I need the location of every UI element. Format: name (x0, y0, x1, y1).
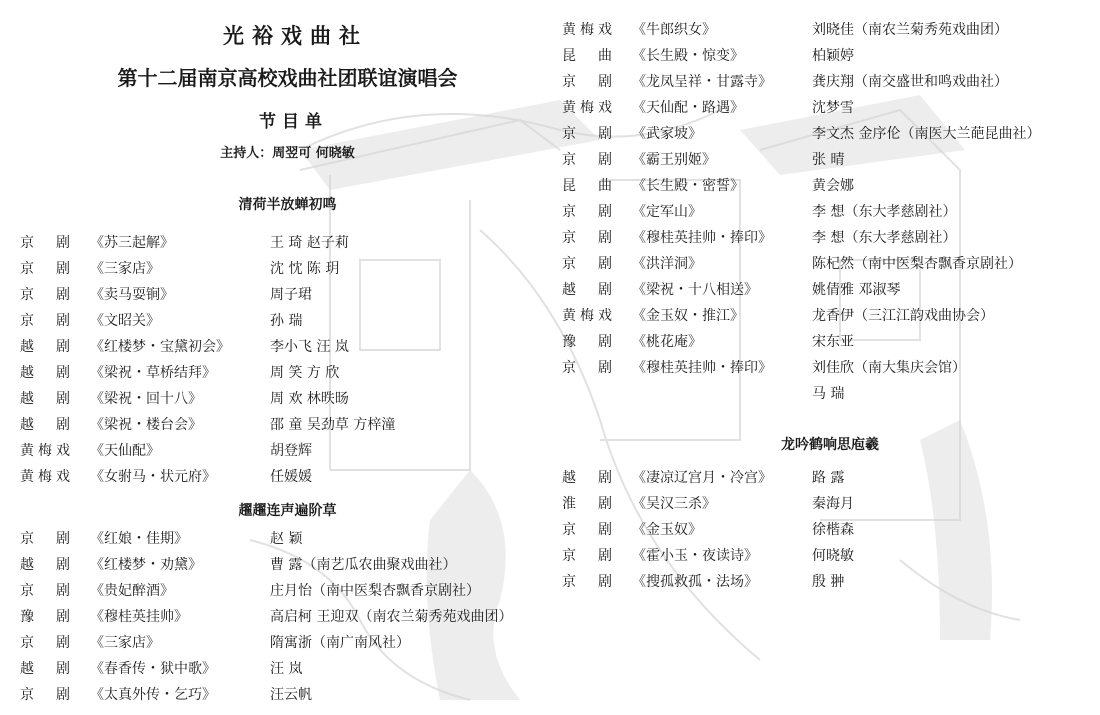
program-genre: 黄梅戏 (562, 100, 612, 116)
program-genre: 越剧 (20, 365, 70, 381)
program-genre: 京剧 (562, 548, 612, 564)
program-performer: 殷 翀 (812, 574, 845, 590)
section-title-2: 趯趯连声遍阶草 (238, 503, 337, 519)
program-genre: 京剧 (562, 204, 612, 220)
program-title: 《太真外传・乞巧》 (90, 687, 216, 703)
program-performer: 周子珺 (270, 287, 312, 303)
program-genre: 黄梅戏 (562, 308, 612, 324)
program-performer: 李小飞 汪 岚 (270, 339, 349, 355)
program-genre: 京剧 (562, 126, 612, 142)
program-genre: 黄梅戏 (20, 443, 70, 459)
program-title: 《女驸马・状元府》 (90, 469, 216, 485)
program-performer: 张 晴 (812, 152, 845, 168)
program-title: 《霍小玉・夜读诗》 (632, 548, 758, 564)
program-performer: 刘晓佳（南农兰菊秀苑戏曲团） (812, 22, 1008, 38)
program-genre: 越剧 (20, 557, 70, 573)
program-genre: 豫剧 (562, 334, 612, 350)
program-title: 《龙凤呈祥・甘露寺》 (632, 74, 772, 90)
program-performer: 庄月怡（南中医梨杏飘香京剧社） (270, 583, 480, 599)
program-performer: 柏颖婷 (812, 48, 854, 64)
program-title: 《苏三起解》 (90, 235, 174, 251)
program-performer: 曹 露（南艺瓜农曲聚戏曲社） (270, 557, 457, 573)
program-performer: 黄会娜 (812, 178, 854, 194)
program-performer: 何晓敏 (812, 548, 854, 564)
program-title: 《搜孤救孤・法场》 (632, 574, 758, 590)
program-title: 节目单 (259, 112, 328, 132)
program-genre: 京剧 (562, 574, 612, 590)
event-title: 第十二届南京高校戏曲社团联谊演唱会 (117, 66, 458, 90)
program-performer: 宋东亚 (812, 334, 854, 350)
program-title: 《红娘・佳期》 (90, 531, 188, 547)
program-title: 《凄凉辽宫月・冷宫》 (632, 470, 772, 486)
program-title: 《梁祝・草桥结拜》 (90, 365, 216, 381)
program-genre: 越剧 (20, 661, 70, 677)
program-title: 《长生殿・惊变》 (632, 48, 744, 64)
program-genre: 京剧 (562, 522, 612, 538)
program-performer: 赵 颖 (270, 531, 303, 547)
program-performer: 周 欢 林昳旸 (270, 391, 349, 407)
program-title: 《文昭关》 (90, 313, 160, 329)
program-genre: 京剧 (20, 235, 70, 251)
program-title: 《桃花庵》 (632, 334, 702, 350)
program-title: 《梁祝・十八相送》 (632, 282, 758, 298)
program-title: 《金玉奴・推江》 (632, 308, 744, 324)
program-performer: 徐楷森 (812, 522, 854, 538)
hosts-line: 主持人：周翌可 何晓敏 (220, 146, 355, 161)
program-genre: 越剧 (20, 417, 70, 433)
program-genre: 黄梅戏 (562, 22, 612, 38)
program-genre: 京剧 (562, 360, 612, 376)
program-performer: 沈梦雪 (812, 100, 854, 116)
program-genre: 京剧 (20, 313, 70, 329)
program-performer: 龙香伊（三江江韵戏曲协会） (812, 308, 994, 324)
program-genre: 黄梅戏 (20, 469, 70, 485)
program-performer: 龚庆翔（南交盛世和鸣戏曲社） (812, 74, 1008, 90)
program-performer: 刘佳欣（南大集庆会馆） (812, 360, 966, 376)
program-title: 《三家店》 (90, 261, 160, 277)
program-genre: 越剧 (562, 282, 612, 298)
program-title: 《红楼梦・宝黛初会》 (90, 339, 230, 355)
program-genre: 京剧 (562, 230, 612, 246)
program-genre: 豫剧 (20, 609, 70, 625)
program-genre: 昆曲 (562, 178, 612, 194)
program-genre: 京剧 (20, 635, 70, 651)
program-performer: 路 露 (812, 470, 845, 486)
section-title-3: 龙吟鹤响思庖羲 (781, 437, 879, 453)
program-title: 《梁祝・楼台会》 (90, 417, 202, 433)
program-performer: 李 想（东大孝慈剧社） (812, 230, 957, 246)
program-performer: 隋寓浙（南广南风社） (270, 635, 410, 651)
program-genre: 越剧 (562, 470, 612, 486)
program-title: 《红楼梦・劝黛》 (90, 557, 202, 573)
program-title: 《穆桂英挂帅・捧印》 (632, 360, 772, 376)
program-performer: 汪 岚 (270, 661, 303, 677)
program-performer: 高启柯 王迎双（南农兰菊秀苑戏曲团） (270, 609, 513, 625)
program-performer: 陈杞然（南中医梨杏飘香京剧社） (812, 256, 1022, 272)
program-genre: 京剧 (20, 531, 70, 547)
society-title: 光裕戏曲社 (223, 23, 368, 48)
section-title-1: 清荷半放蝉初鸣 (238, 197, 337, 213)
program-genre: 京剧 (562, 152, 612, 168)
program-title: 《牛郎织女》 (632, 22, 716, 38)
program-performer: 周 笑 方 欣 (270, 365, 340, 381)
program-title: 《穆桂英挂帅・捧印》 (632, 230, 772, 246)
program-genre: 京剧 (20, 583, 70, 599)
program-performer: 任媛媛 (270, 469, 312, 485)
program-genre: 越剧 (20, 391, 70, 407)
program-performer: 王 琦 赵子莉 (270, 235, 349, 251)
program-performer: 汪云帆 (270, 687, 312, 703)
program-title: 《穆桂英挂帅》 (90, 609, 188, 625)
program-genre: 京剧 (562, 256, 612, 272)
program-performer: 孙 瑞 (270, 313, 303, 329)
program-performer: 马 瑞 (812, 386, 845, 402)
program-genre: 京剧 (20, 287, 70, 303)
program-title: 《武家坡》 (632, 126, 702, 142)
program-title: 《天仙配》 (90, 443, 160, 459)
program-performer: 秦海月 (812, 496, 854, 512)
program-title: 《洪洋洞》 (632, 256, 702, 272)
program-performer: 沈 忱 陈 玥 (270, 261, 340, 277)
program-title: 《三家店》 (90, 635, 160, 651)
program-title: 《梁祝・回十八》 (90, 391, 202, 407)
program-performer: 李 想（东大孝慈剧社） (812, 204, 957, 220)
program-title: 《长生殿・密誓》 (632, 178, 744, 194)
program-genre: 越剧 (20, 339, 70, 355)
program-performer: 邵 童 吴劲草 方梓潼 (270, 417, 396, 433)
program-performer: 姚倩雅 邓淑琴 (812, 282, 901, 298)
program-title: 《天仙配・路遇》 (632, 100, 744, 116)
program-title: 《卖马耍锏》 (90, 287, 174, 303)
program-genre: 昆曲 (562, 48, 612, 64)
program-title: 《金玉奴》 (632, 522, 702, 538)
program-genre: 京剧 (20, 687, 70, 703)
program-genre: 淮剧 (562, 496, 612, 512)
program-genre: 京剧 (562, 74, 612, 90)
program-performer: 李文杰 金序伦（南医大兰葩昆曲社） (812, 126, 1041, 142)
program-title: 《春香传・狱中歌》 (90, 661, 216, 677)
program-title: 《贵妃醉酒》 (90, 583, 174, 599)
program-title: 《定军山》 (632, 204, 702, 220)
program-genre: 京剧 (20, 261, 70, 277)
program-title: 《吴汉三杀》 (632, 496, 716, 512)
program-title: 《霸王别姬》 (632, 152, 716, 168)
program-performer: 胡登辉 (270, 443, 312, 459)
